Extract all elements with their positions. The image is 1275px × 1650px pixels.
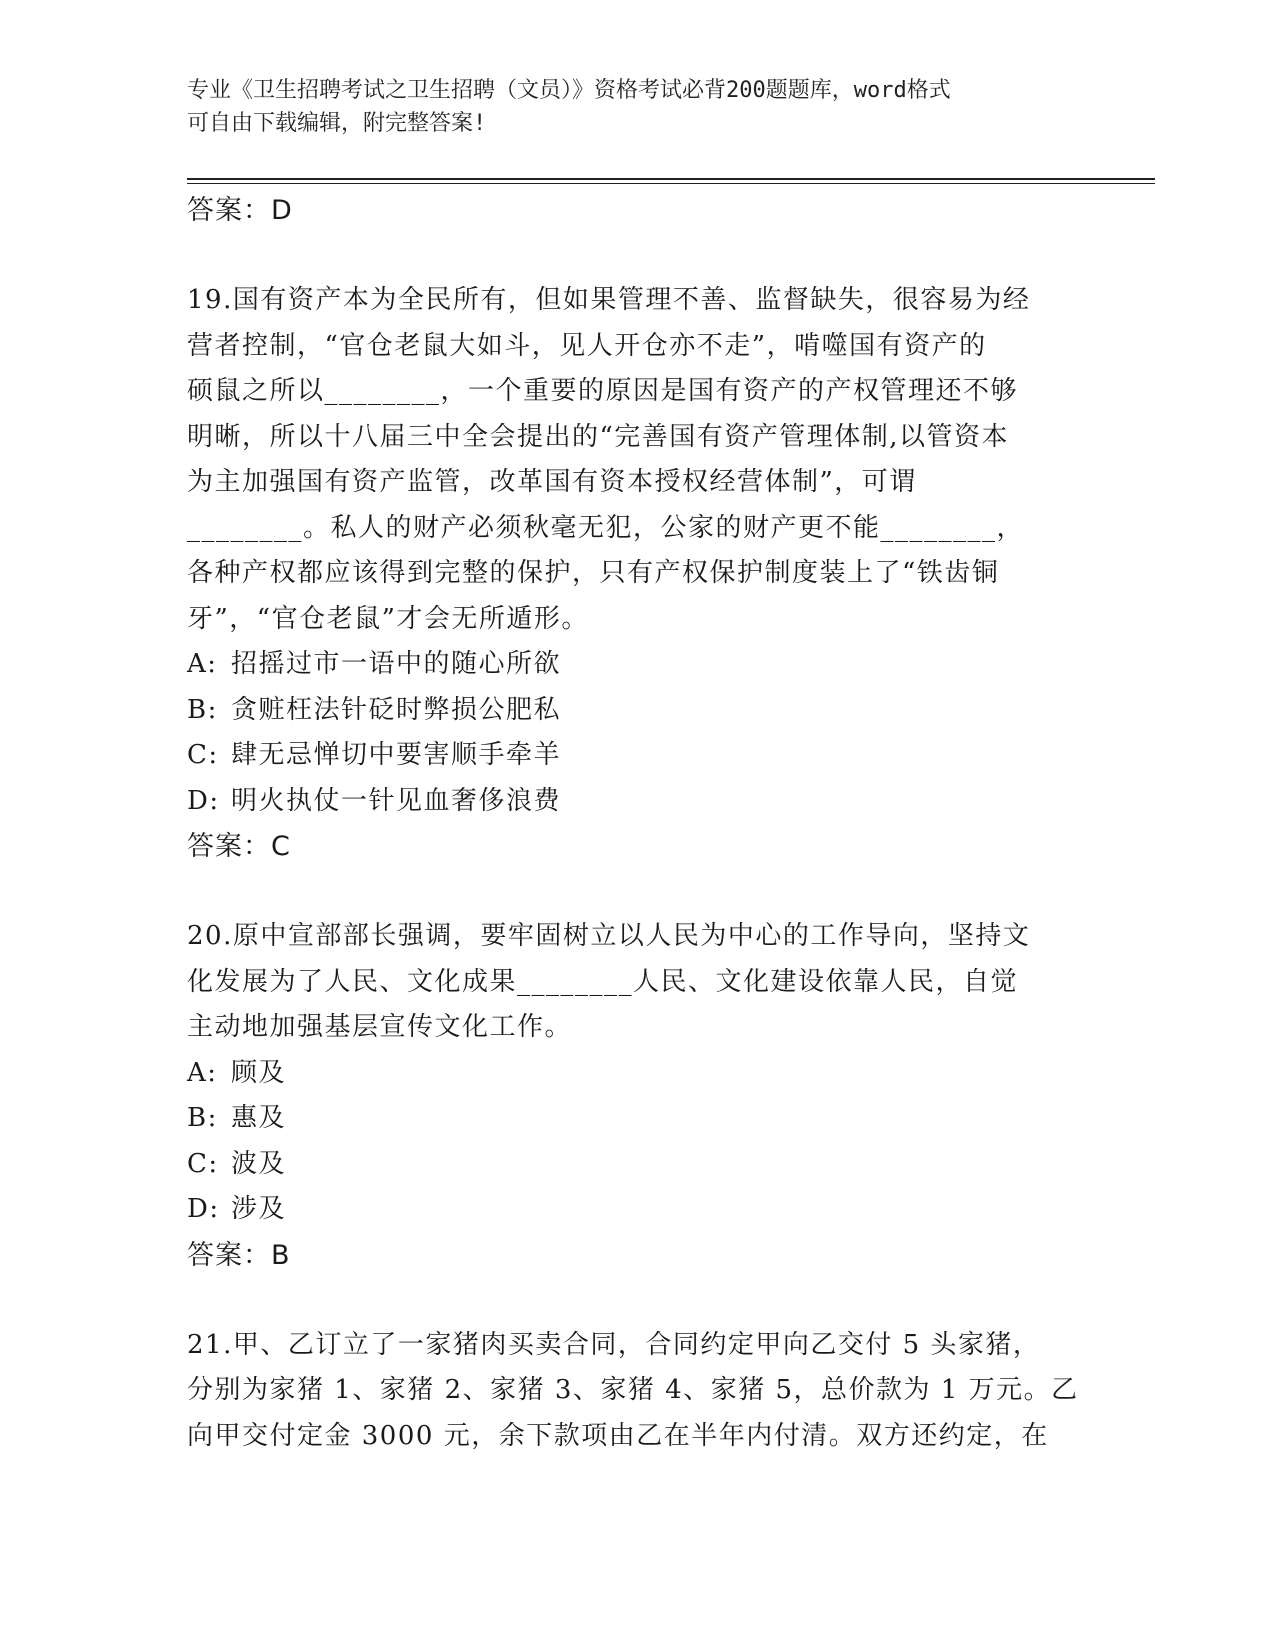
question-20-stem [187,914,1077,1051]
stem-line: 牙”，“官仓老鼠”才会无所遁形。 [187,603,589,634]
stem-line: 分别为家猪 1、家猪 2、家猪 3、家猪 4、家猪 5，总价款为 1 万元。乙 [187,1375,1079,1405]
question-19-stem [187,278,1077,642]
option-letter: D: [187,785,220,816]
option-text: 惠及 [231,1103,287,1133]
option-c [187,1142,1077,1188]
header-rule-thick [187,178,1155,180]
question-21-stem [187,1323,1077,1460]
option-text: 明火执仗一针见血奢侈浪费 [231,785,562,816]
stem-line: 化发展为了人民、文化成果________人民、文化建设依靠人民，自觉 [187,966,1019,997]
option-text: 肆无忌惮切中要害顺手牵羊 [231,740,562,770]
stem-line: 21.甲、乙订立了一家猪肉买卖合同，合同约定甲向乙交付 5 头家猪， [187,1329,1041,1360]
stem-line: 营者控制，“官仓老鼠大如斗，见人开仓亦不走”，啃噬国有资产的 [187,330,987,361]
option-a [187,642,1077,688]
option-d [187,1187,1077,1233]
answer-19: 答案：C [187,831,291,862]
stem-line: ________。私人的财产必须秋毫无犯，公家的财产更不能________， [187,512,1025,543]
option-b [187,688,1077,734]
header-line-2: 可自由下载编辑，附完整答案! [187,111,487,136]
option-letter: C: [187,1148,219,1179]
header-line-1: 专业《卫生招聘考试之卫生招聘（文员）》资格考试必背200题题库，word格式 [187,78,951,103]
option-text: 顾及 [231,1057,287,1088]
option-text: 贪赃枉法针砭时弊损公肥私 [231,694,562,725]
answer-20: 答案：B [187,1239,291,1271]
stem-line: 为主加强国有资产监管，改革国有资本授权经营体制”，可谓 [187,467,917,497]
question-20 [187,914,1077,1279]
stem-line: 硕鼠之所以________，一个重要的原因是国有资产的产权管理还不够 [187,376,1019,406]
question-21 [187,1323,1077,1460]
option-letter: B: [187,694,218,725]
stem-line: 明晰，所以十八届三中全会提出的“完善国有资产管理体制,以管资本 [187,421,1010,452]
spacer [187,1279,1077,1323]
stem-line: 19.国有资产本为全民所有，但如果管理不善、监督缺失，很容易为经 [187,285,1031,315]
option-a [187,1051,1077,1097]
page-header [187,74,1087,140]
option-letter: B: [187,1103,218,1133]
spacer [187,870,1077,914]
option-letter: D: [187,1194,220,1224]
answer-previous: 答案：D [187,195,293,226]
spacer [187,234,1077,278]
header-rule-thin [187,183,1155,184]
stem-line: 20.原中宣部部长强调，要牢固树立以人民为中心的工作导向，坚持文 [187,921,1031,951]
option-letter: A: [187,1057,218,1088]
stem-line: 向甲交付定金 3000 元，余下款项由乙在半年内付清。双方还约定，在 [187,1420,1049,1451]
option-text: 招摇过市一语中的随心所欲 [231,649,562,679]
document-body [187,188,1077,1459]
stem-line: 各种产权都应该得到完整的保护，只有产权保护制度装上了“铁齿铜 [187,558,1000,588]
option-text: 涉及 [231,1194,287,1224]
option-b [187,1096,1077,1142]
option-letter: C: [187,740,219,770]
option-c [187,733,1077,779]
option-letter: A: [187,649,218,679]
option-text: 波及 [231,1148,287,1179]
stem-line: 主动地加强基层宣传文化工作。 [187,1012,573,1042]
option-d [187,779,1077,825]
question-19 [187,278,1077,870]
